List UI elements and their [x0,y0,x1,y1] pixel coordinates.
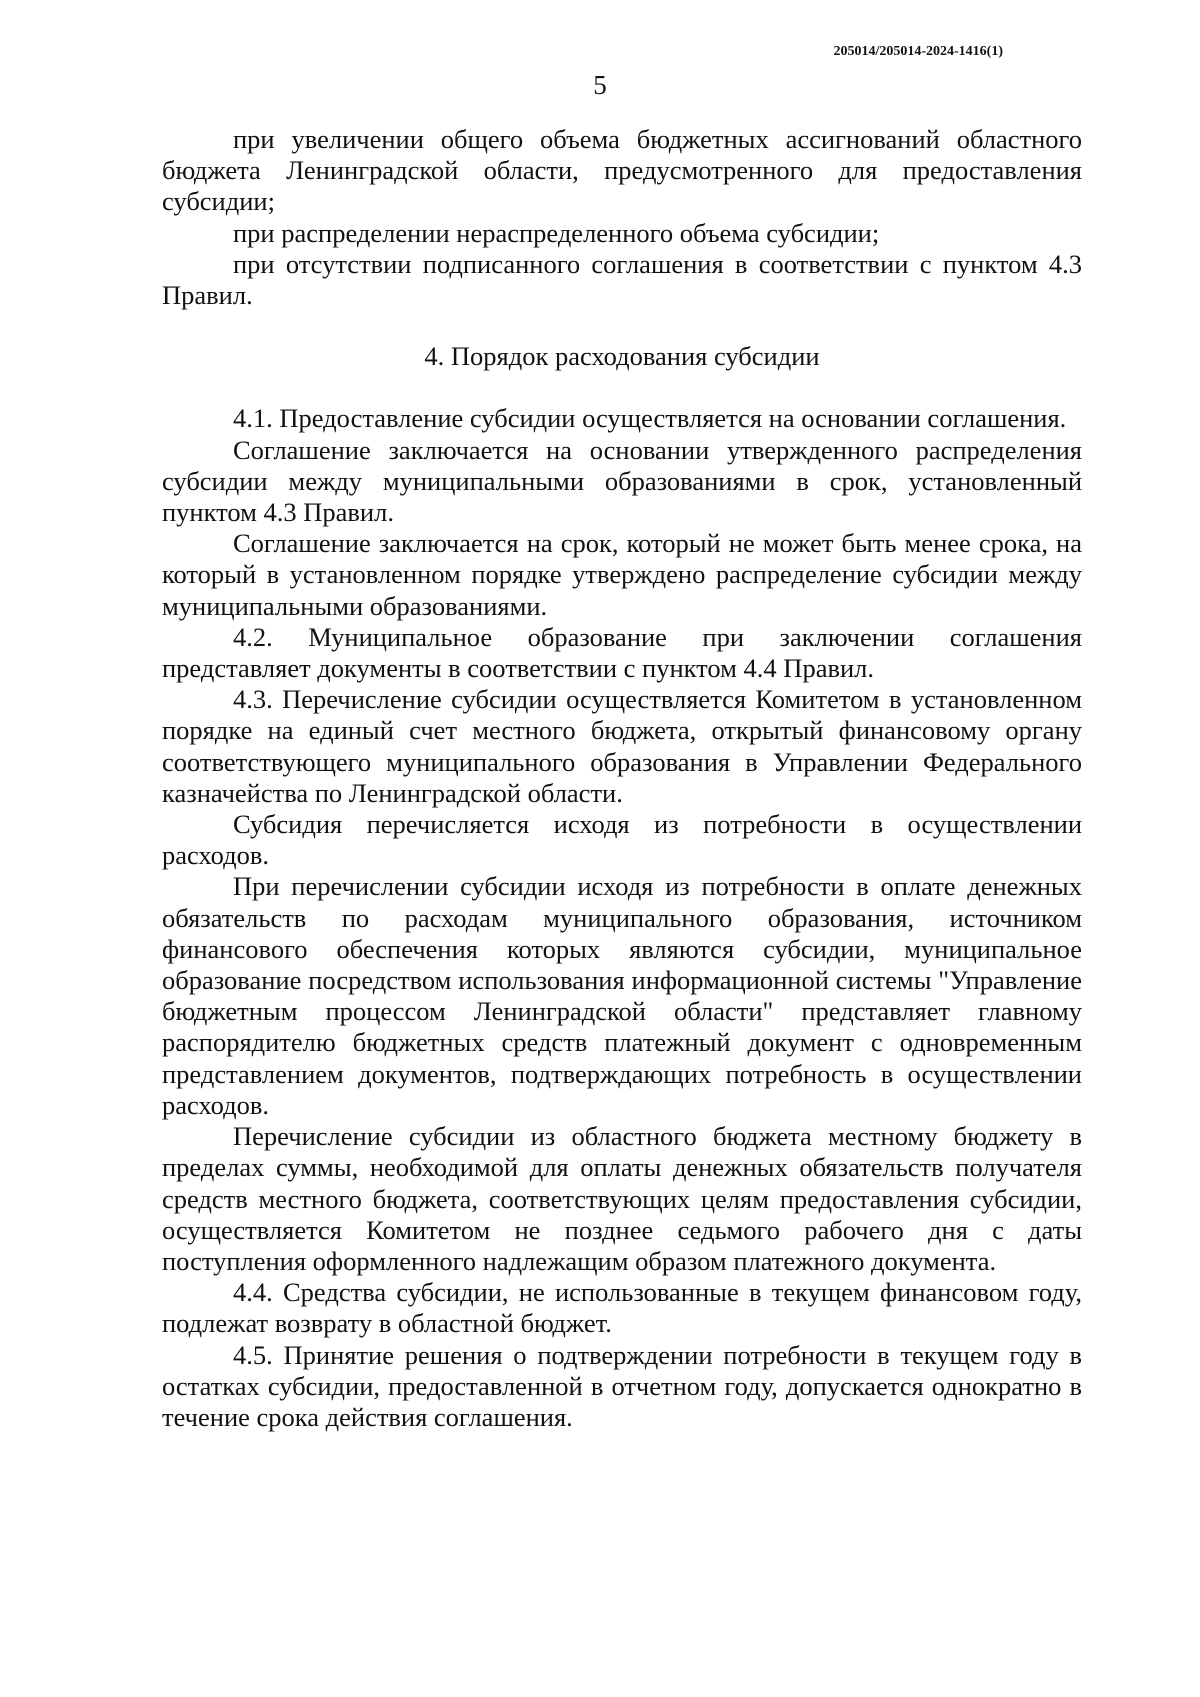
section-heading: 4. Порядок расходования субсидии [424,341,820,372]
paragraph-4-2: 4.2. Муниципальное образование при заключении соглашения представляет документы в соответствии с пунктом 4.4 Правил. [162,621,1082,684]
paragraph: при отсутствии подписанного соглашения в соответствии с пунктом 4.3 Правил. [162,248,1082,311]
paragraph-4-3: 4.3. Перечисление субсидии осуществляется Комитетом в установленном порядке на единый счет местного бюджета, открытый финансовому органу соответствующего муниципального образования в Управлении Федерального казначейства по Ленинградской области. [162,684,1082,808]
paragraph: При перечислении субсидии исходя из потребности в оплате денежных обязательств по расходам муниципального образования, источником финансового обеспечения которых являются субсидии, муниципальное образование посредством использования информационной системы "Управление бюджетным процессом Ленинградской области" представляет главному распорядителю бюджетных средств платежный документ с одновременным представлением документов, подтверждающих потребность в осуществлении расходов. [162,871,1082,1120]
paragraph-4-5: 4.5. Принятие решения о подтверждении потребности в текущем году в остатках субсидии, предоставленной в отчетном году, допускается однократно в течение срока действия соглашения. [162,1339,1082,1432]
paragraph-4-1: 4.1. Предоставление субсидии осуществляется на основании соглашения. [233,403,1067,434]
paragraph: Соглашение заключается на срок, который не может быть менее срока, на который в установленном порядке утверждено распределение субсидии между муниципальными образованиями. [162,528,1082,621]
page-number: 5 [593,70,607,100]
paragraph-4-4: 4.4. Средства субсидии, не использованные в текущем финансовом году, подлежат возврату в областной бюджет. [162,1277,1082,1339]
document-registration-number: 205014/205014-2024-1416(1) [833,44,1003,59]
document-body [162,124,1082,1433]
paragraph: Субсидия перечисляется исходя из потребности в осуществлении расходов. [162,809,1082,871]
paragraph: Перечисление субсидии из областного бюджета местному бюджету в пределах суммы, необходимой для оплаты денежных обязательств получателя средств местного бюджета, соответствующих целям предоставления субсидии, осуществляется Комитетом не позднее седьмого рабочего дня с даты поступления оформленного надлежащим образом платежного документа. [162,1121,1082,1276]
paragraph: при распределении нераспределенного объема субсидии; [233,217,880,248]
paragraph: Соглашение заключается на основании утвержденного распределения субсидии между муниципальными образованиями в срок, установленный пунктом 4.3 Правил. [162,434,1082,528]
paragraph: при увеличении общего объема бюджетных ассигнований областного бюджета Ленинградской области, предусмотренного для предоставления субсидии; [162,124,1082,217]
